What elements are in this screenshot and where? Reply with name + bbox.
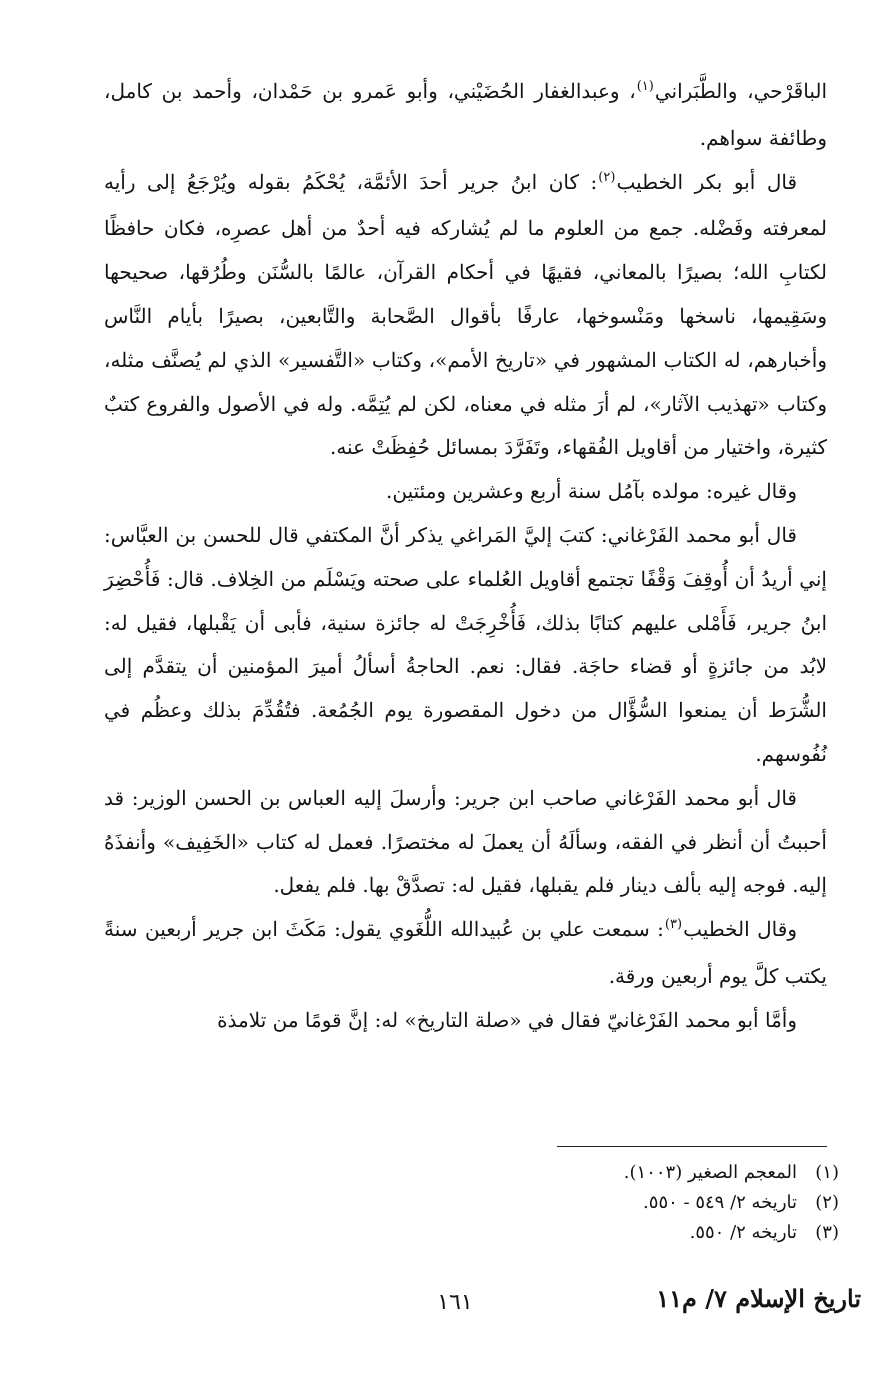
paragraph — [104, 777, 827, 908]
footnote-separator — [557, 1146, 827, 1147]
paragraph-text: وقال الخطيب — [683, 917, 797, 942]
footnote-marker: (٢) — [598, 169, 616, 185]
paragraph-text: : سمعت علي بن عُبيدالله اللُّغَوي يقول: مَكَثَ ابن جرير أربعين سنةً يكتب كلَّ يوم أربعين ورقة. — [104, 917, 827, 988]
paragraph — [104, 908, 827, 999]
main-text — [104, 70, 827, 1043]
paragraph-text: وقال غيره: مولده بآمُل سنة أربع وعشرين ومئتين. — [386, 479, 797, 504]
footnote — [239, 1158, 839, 1188]
footnote-text: تاريخه ٢/ ٥٤٩ - ٥٥٠. — [643, 1192, 797, 1213]
paragraph-text: الباقَرْحي، والطَّبَراني — [654, 79, 827, 103]
paragraph — [104, 470, 827, 514]
footnote — [239, 1218, 839, 1248]
footnote-marker: (٣) — [664, 917, 683, 933]
footnote-text: المعجم الصغير (١٠٠٣). — [623, 1162, 797, 1183]
paragraph-text: قال أبو محمد الفَرْغاني: كتبَ إليَّ المَراغي يذكر أنَّ المكتفي قال للحسن بن العبَّاس: إني أريدُ أن أُوقِفَ وَقْفًا تجتمع أقاويل العُلماء على صحته ويَسْلَم من الخِلاف. قال: فَأُحْضِرَ ابنُ جرير، فَأَمْلى عليهم كتابًا بذلك، فَأُخْرِجَتْ له جائزة سنية، فأبى أن يَقْبلها، فقيل له: لابُد من جائزةٍ أو قضاء حاجَة. فقال: نعم. الحاجةُ أسألُ أميرَ المؤمنين أن يتقدَّم إلى الشُّرَط أن يمنعوا السُّؤَّال من دخول المقصورة يوم الجُمُعة. فتُقُدِّمَ بذلك وعظُم في نُفُوسهم. — [104, 522, 827, 766]
paragraph — [104, 514, 827, 777]
paragraph-text: : كان ابنُ جرير أحدَ الأئمَّة، يُحْكَمُ بقوله ويُرْجَعُ إلى رأيه لمعرفته وفَضْله. جمع من العلوم ما لم يُشاركه فيه أحدٌ من أهل عصرِه، فكان حافظًا لكتابِ الله؛ بصيرًا بالمعاني، فقيهًا في أحكام القرآن، عالمًا بالسُّنَن وطُرُقها، صحيحها وسَقِيمها، ناسخها ومَنْسوخها، عارفًا بأقوال الصَّحابة والتَّابعين، بصيرًا بأيام النَّاس وأخبارهم، له الكتاب المشهور في «تاريخ الأمم»، وكتاب «التَّفسير» الذي لم يُصنَّف مثله، وكتاب «تهذيب الآثار»، لم أرَ مثله في معناه، لكن لم يُتِمَّه. وله في الأصول والفروع كتبٌ كثيرة، واختيار من أقاويل الفُقهاء، وتَفَرَّدَ بمسائل حُفِظَتْ عنه. — [104, 169, 827, 460]
paragraph-text: قال أبو محمد الفَرْغاني صاحب ابن جرير: وأرسلَ إليه العباس بن الحسن الوزير: قد أحببتُ أن أنظر في الفقه، وسألَهُ أن يعملَ له مختصرًا. فعمل له كتاب «الخَفِيف» وأنفذَهُ إليه. فوجه إليه بألف دينار فلم يقبلها، فقيل له: تصدَّقْ بها. فلم يفعل. — [104, 785, 827, 898]
paragraph — [104, 161, 827, 471]
footnote-number: (٢) — [815, 1192, 839, 1213]
footnote-number: (١) — [815, 1162, 839, 1183]
footnote-number: (٣) — [815, 1222, 839, 1243]
footnote-marker: (١) — [636, 79, 654, 94]
paragraph — [104, 999, 827, 1043]
footnotes — [239, 1158, 839, 1248]
page-number: ١٦١ — [437, 1290, 473, 1315]
footnote — [239, 1188, 839, 1218]
footnote-text: تاريخه ٢/ ٥٥٠. — [689, 1222, 797, 1243]
paragraph-text: قال أبو بكر الخطيب — [616, 169, 798, 194]
paragraph-text: وأمَّا أبو محمد الفَرْغانيّ فقال في «صلة التاريخ» له: إنَّ قومًا من تلامذة — [217, 1007, 797, 1032]
paragraph — [104, 70, 827, 161]
running-footer-title: تاريخ الإسلام ٧/ م١١ — [656, 1284, 861, 1313]
paragraph-text: ، وعبدالغفار الحُضَيْني، وأبو عَمرو بن حَمْدان، وأحمد بن كامل، وطائفة سواهم. — [104, 79, 827, 150]
